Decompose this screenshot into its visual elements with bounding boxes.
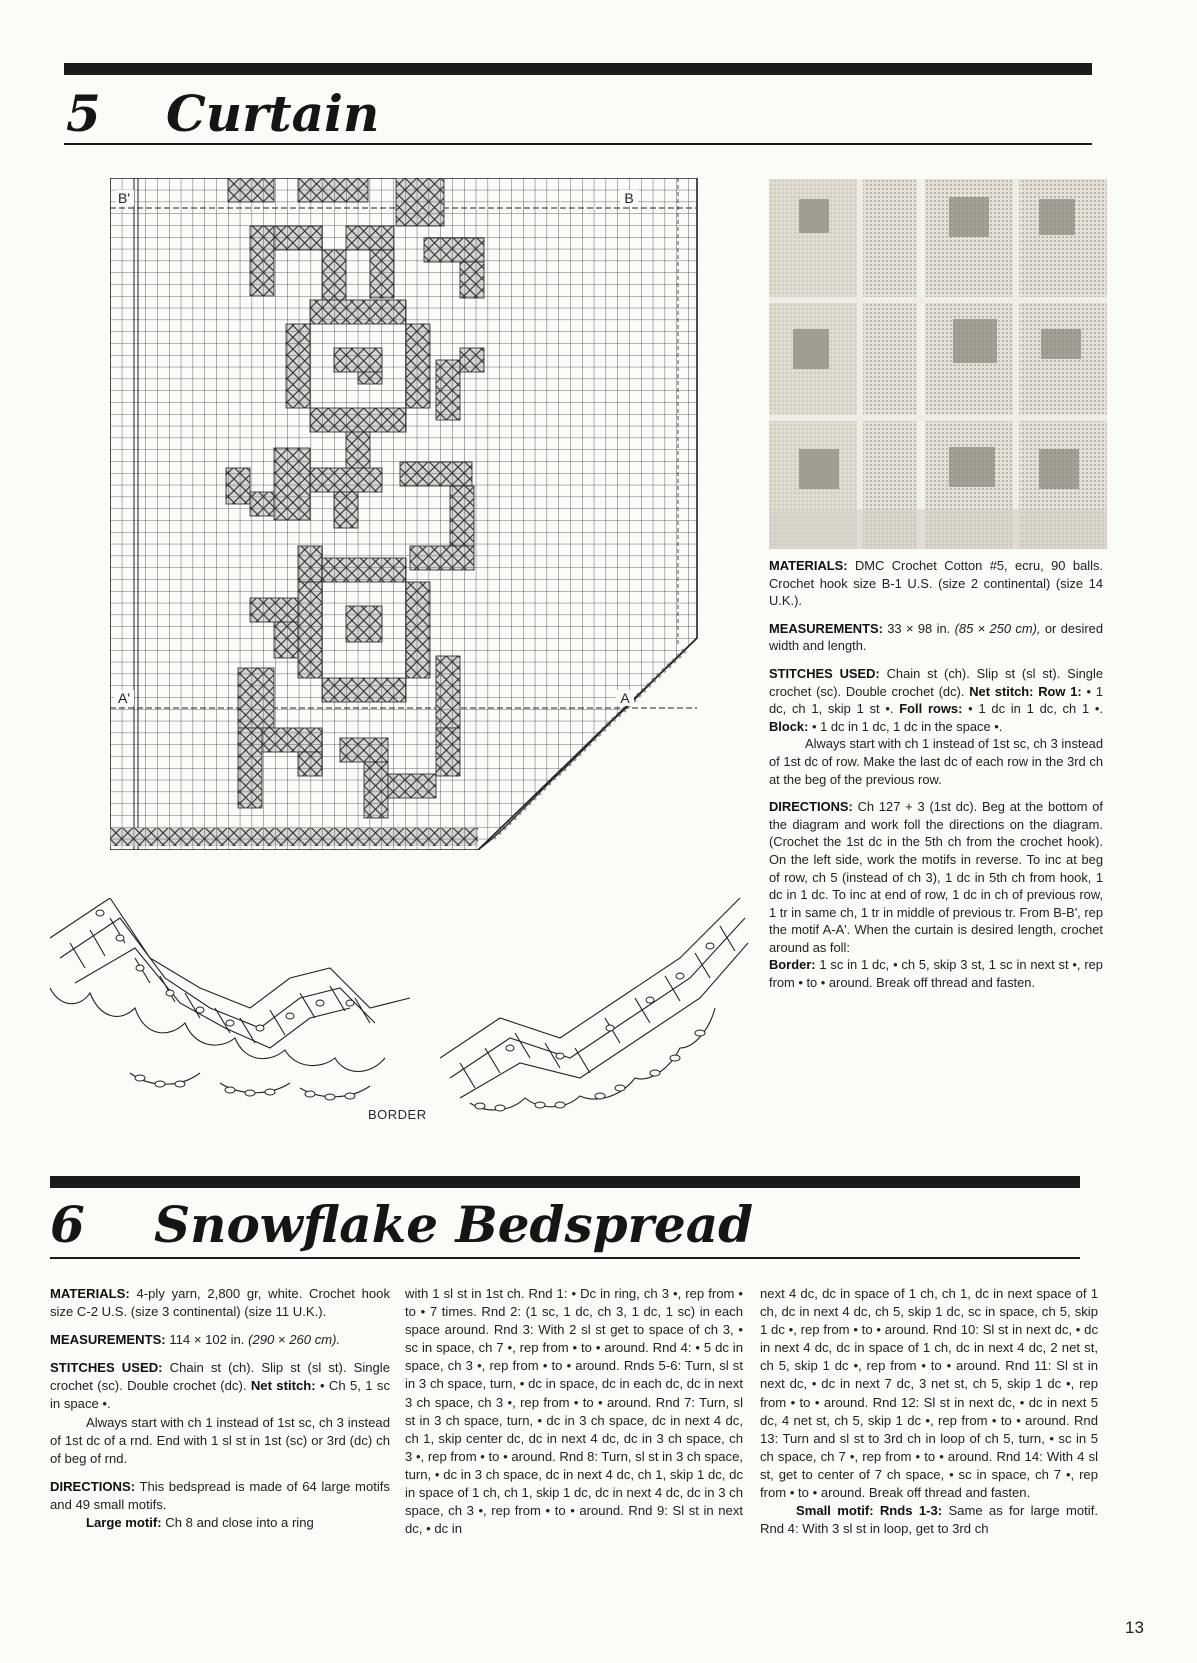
section5-always-note: Always start with ch 1 instead of 1st sc, ch 3 instead of 1st dc of row. Make the last dc of each row in the 3rd ch at the beg of the previous row. (769, 736, 1103, 787)
section6-column-3 (760, 1285, 1098, 1538)
section5-top-rule (64, 63, 1092, 75)
section5-materials: MATERIALS: DMC Crochet Cotton #5, ecru, 90 balls. Crochet hook size B-1 U.S. (size 2 continental) (size 14 U.K.). (769, 558, 1103, 609)
section6-small-motif: Small motif: Rnds 1-3: Same as for large motif. Rnd 4: With 3 sl st in loop, get to 3rd ch (760, 1503, 1098, 1537)
section6-measurements: MEASUREMENTS: 114 × 102 in. (290 × 260 cm). (50, 1332, 341, 1348)
border-diagram-right (440, 898, 750, 1116)
section5-directions: DIRECTIONS: Ch 127 + 3 (1st dc). Beg at the bottom of the diagram and work foll the directions on the diagram. (Crochet the 1st dc in the 5th ch from the crochet hook). On the left side, work the motifs in reverse. To inc at beg of row, ch 5 (instead of ch 3), 1 dc in 5th ch from hook, 1 dc in 1 dc. To inc at end of row, 1 dc in ch of previous row, 1 tr in same ch, 1 tr in middle of previous tr. From B-B', rep the motif A-A'. When the curtain is desired length, crochet around as foll: (769, 799, 1103, 955)
section5-heading (66, 84, 379, 143)
section5-instructions (769, 557, 1103, 992)
section6-rounds-1-9: with 1 sl st in 1st ch. Rnd 1: • Dc in ring, ch 3 •, rep from • to • 7 times. Rnd 2: (1 sc, 1 dc, ch 3, 1 dc, 1 sc) in each space around. Rnd 3: With 2 sl st get to space of ch 3, • sc in space, ch 7 •, rep from • to • around. Rnd 4: • 5 dc in space, ch 3 •, rep from • to • around. Rnds 5-6: Turn, sl st in 3 ch space, turn, • dc in space, dc in each dc, dc in next 3 ch space, ch 3 •, rep from • to • around. Rnd 7: Turn, sl st in 3 ch space, turn, • dc in 3 ch space, dc in next 4 dc, ch 1, skip center dc, dc in next 4 dc, dc in 3 ch space, ch 3 •, rep from • to • around. Rnd 8: Turn, sl st in 3 ch space, turn, • dc in 3 ch space, dc in next 4 dc, ch 1, skip 1 dc, dc in space of 1 ch, ch 1, skip 1 dc, dc in next 4 dc, dc in 3 ch space, ch 3 •, rep from • to • around. Rnd 9: Sl st in next dc, • dc in (405, 1286, 743, 1537)
section6-rounds-9-14: next 4 dc, dc in space of 1 ch, ch 1, dc in next space of 1 ch, dc in next 4 dc, ch 5, skip 1 dc, sc in space, ch 5, skip 1 dc •, rep from • to • around. Rnd 10: Sl st in next dc, • dc in next 4 dc, dc in space of 1 ch, dc in next 4 dc, 2 net st, ch 5, skip 1 dc •, rep from • to • around. Rnd 11: Sl st in next dc, • dc in next 7 dc, 3 net st, ch 5, skip 1 dc •, rep from • to • around. Rnd 12: Sl st in next dc, • dc in next 5 dc, 4 net st, ch 5, skip 1 dc •, rep from • to • around. Rnd 13: Turn and sl st to 3rd ch in loop of ch 5, turn, • sc in 5 ch space, ch 7 •, rep from • to • around. Rnd 14: With 4 sl st, get to center of 7 ch space, • sc in space, ch 7 •, rep from • to • around. Break off thread and fasten. (760, 1286, 1098, 1501)
label-b: B (624, 190, 634, 206)
border-caption: BORDER (368, 1107, 427, 1122)
section6-heading (50, 1195, 753, 1254)
section5-stitches: STITCHES USED: Chain st (ch). Slip st (sl st). Single crochet (sc). Double crochet (dc). Net stitch: Row 1: • 1 dc, ch 1, skip 1 st •. Foll rows: • 1 dc in 1 dc, ch 1 •. Block: • 1 dc in 1 dc, 1 dc in the space •. (769, 665, 1103, 734)
section6-always-note: Always start with ch 1 instead of 1st sc, ch 3 instead of 1st dc of a rnd. End with 1 sl st in 1st (sc) or 3rd (dc) ch of beg of rnd. (50, 1414, 390, 1466)
label-b-prime: B' (117, 190, 131, 206)
section5-number: 5 (66, 84, 101, 143)
curtain-photo (769, 179, 1107, 549)
section6-column-2 (405, 1285, 743, 1538)
section6-number: 6 (50, 1195, 85, 1254)
section6-bottom-rule (50, 1257, 1080, 1259)
label-a-prime: A' (117, 690, 131, 706)
section6-stitches: STITCHES USED: Chain st (ch). Slip st (sl st). Single crochet (sc). Double crochet (dc). Net stitch: • Ch 5, 1 sc in space •. (50, 1360, 391, 1412)
border-diagram-left (40, 898, 420, 1116)
section5-title: Curtain (166, 84, 380, 143)
section6-materials: MATERIALS: 4-ply yarn, 2,800 gr, white. Crochet hook size C-2 U.S. (size 3 continental) (size 11 U.K.). (50, 1286, 390, 1320)
curtain-photo-illustration (769, 179, 1107, 549)
section6-large-motif: Large motif: Ch 8 and close into a ring (86, 1515, 314, 1531)
section5-bottom-rule (64, 143, 1092, 145)
section6-top-rule (50, 1176, 1080, 1188)
section5-border: Border: 1 sc in 1 dc, • ch 5, skip 3 st, 1 sc in next st •, rep from • to • around. Break off thread and fasten. (769, 957, 1103, 991)
section6-title: Snowflake Bedspread (154, 1195, 754, 1254)
section5-measurements: MEASUREMENTS: 33 × 98 in. (85 × 250 cm), or desired width and length. (769, 620, 1103, 654)
filet-crochet-chart (110, 178, 700, 850)
section6-column-1 (50, 1285, 390, 1532)
label-a: A (620, 690, 630, 706)
section6-directions: DIRECTIONS: This bedspread is made of 64 large motifs and 49 small motifs. (50, 1478, 390, 1512)
page-number: 13 (1125, 1618, 1144, 1637)
